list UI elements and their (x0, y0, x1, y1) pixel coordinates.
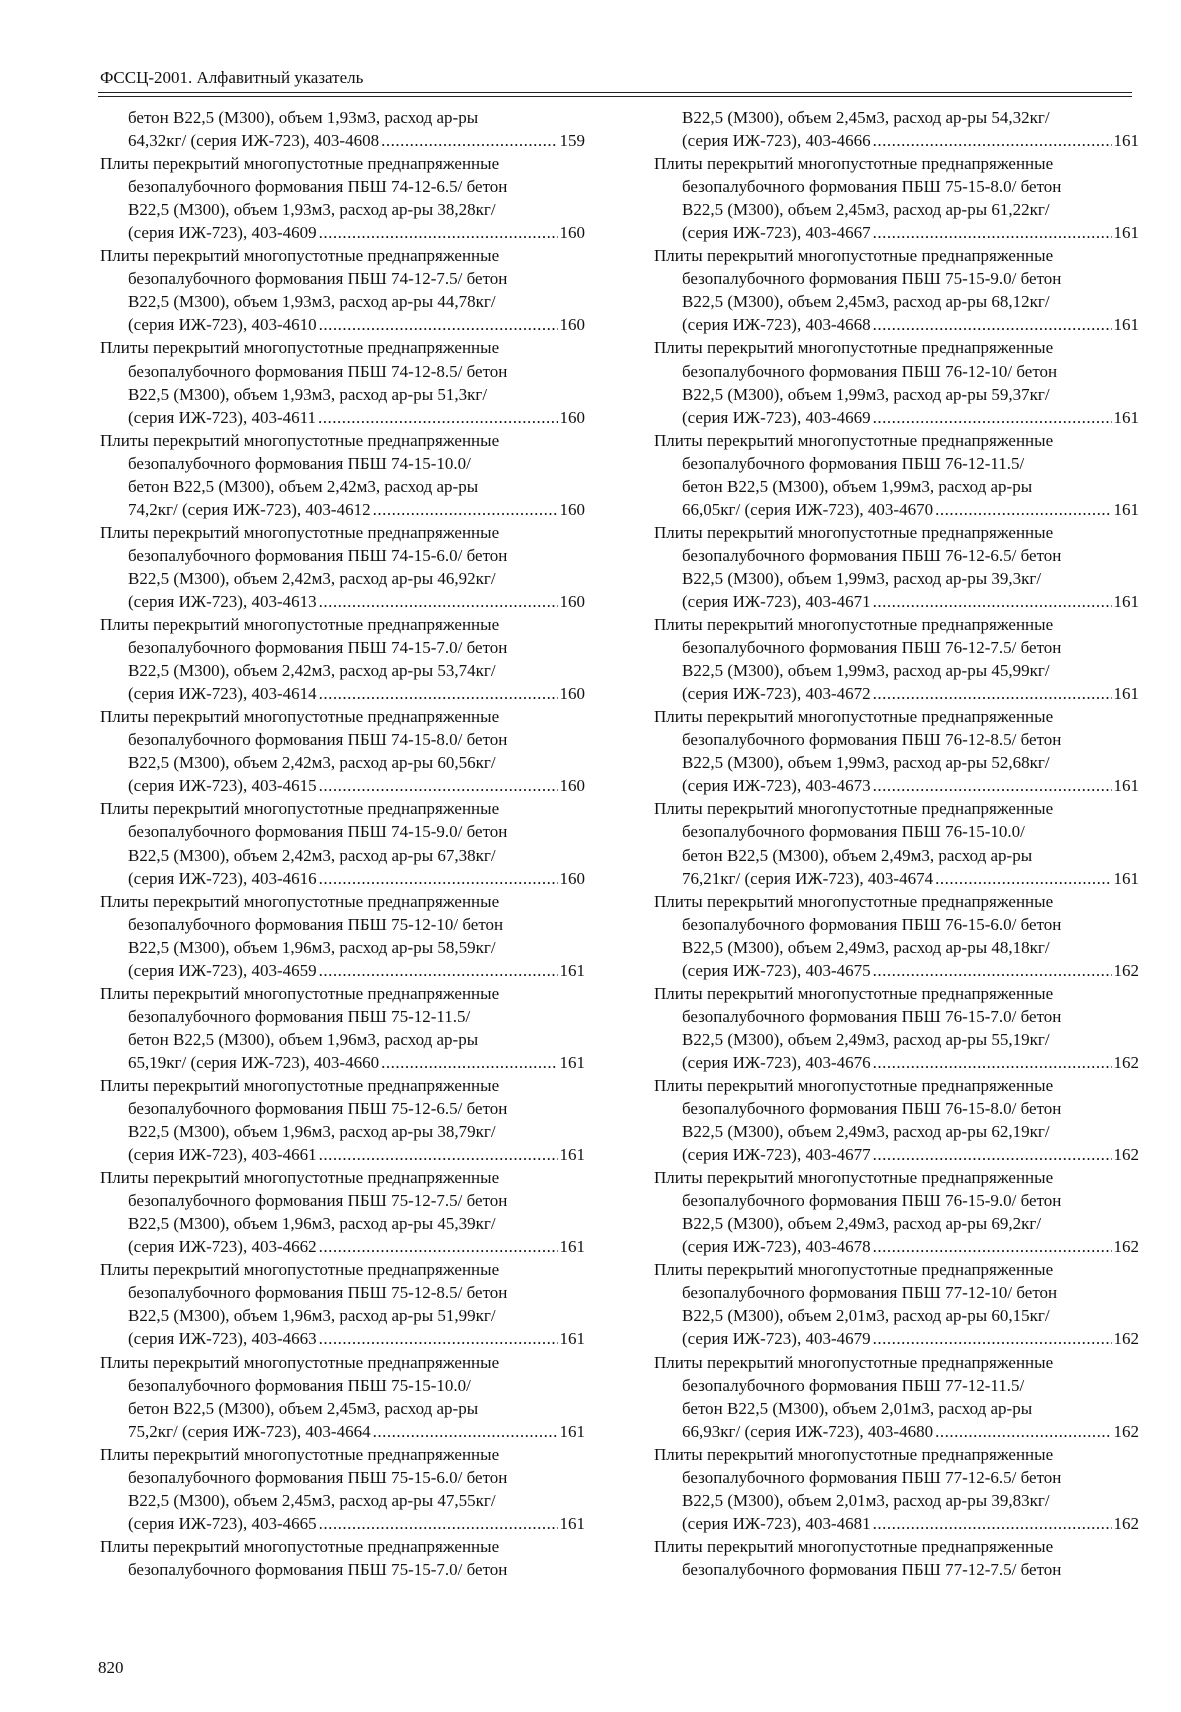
dot-leader (381, 129, 557, 152)
entry-page-number: 161 (1113, 315, 1139, 335)
entry-page-number: 161 (559, 1421, 585, 1441)
index-entry (654, 797, 1139, 889)
entry-line (100, 590, 585, 613)
entry-line: Плиты перекрытий многопустотные преднапряженные (654, 1260, 1054, 1280)
entry-page-number: 162 (1113, 1145, 1139, 1165)
entry-text: (серия ИЖ-723), 403-4679 (682, 1329, 871, 1349)
entry-line: Плиты перекрытий многопустотные преднапряженные (100, 1444, 500, 1464)
index-entry (654, 1535, 1139, 1581)
dot-leader (935, 1420, 1111, 1443)
entry-line (100, 221, 585, 244)
entry-line: безопалубочного формования ПБШ 76-15-8.0/ бетон (682, 1099, 1062, 1119)
index-entry (654, 1258, 1139, 1350)
index-entry (100, 613, 585, 705)
entry-page-number: 160 (559, 407, 585, 427)
entry-line: B22,5 (М300), объем 2,49м3, расход ар-ры 48,18кг/ (682, 937, 1050, 957)
index-entry (100, 1074, 585, 1166)
dot-leader (873, 959, 1112, 982)
entry-text: (серия ИЖ-723), 403-4678 (682, 1237, 871, 1257)
entry-line: Плиты перекрытий многопустотные преднапряженные (654, 246, 1054, 266)
entry-line: безопалубочного формования ПБШ 75-15-6.0/ бетон (128, 1467, 508, 1487)
dot-leader (873, 1143, 1112, 1166)
entry-page-number: 161 (1113, 776, 1139, 796)
entry-line: безопалубочного формования ПБШ 76-15-7.0/ бетон (682, 1006, 1062, 1026)
entry-line: B22,5 (М300), объем 2,45м3, расход ар-ры 61,22кг/ (682, 200, 1050, 220)
dot-leader (319, 313, 558, 336)
entry-line: Плиты перекрытий многопустотные преднапряженные (100, 799, 500, 819)
entry-line: Плиты перекрытий многопустотные преднапряженные (654, 1536, 1054, 1556)
entry-line (654, 774, 1139, 797)
index-entry (100, 1535, 585, 1581)
entry-line: Плиты перекрытий многопустотные преднапряженные (100, 891, 500, 911)
entry-line (654, 1235, 1139, 1258)
entry-line (654, 129, 1139, 152)
entry-line: Плиты перекрытий многопустотные преднапряженные (654, 1075, 1054, 1095)
entry-line: Плиты перекрытий многопустотные преднапряженные (100, 338, 500, 358)
entry-page-number: 161 (1113, 684, 1139, 704)
entry-line (100, 867, 585, 890)
entry-text: (серия ИЖ-723), 403-4614 (128, 684, 317, 704)
entry-line: Плиты перекрытий многопустотные преднапряженные (100, 1260, 500, 1280)
index-entry (100, 1351, 585, 1443)
entry-line (654, 406, 1139, 429)
entry-line: Плиты перекрытий многопустотные преднапряженные (100, 246, 500, 266)
dot-leader (319, 682, 558, 705)
entry-page-number: 160 (559, 499, 585, 519)
entry-line: безопалубочного формования ПБШ 75-15-10.0/ (128, 1375, 471, 1395)
entry-page-number: 160 (559, 591, 585, 611)
entry-page-number: 161 (1113, 223, 1139, 243)
entry-text: (серия ИЖ-723), 403-4672 (682, 684, 871, 704)
index-entry (100, 429, 585, 521)
entry-text: (серия ИЖ-723), 403-4675 (682, 960, 871, 980)
dot-leader (319, 1143, 558, 1166)
entry-text: (серия ИЖ-723), 403-4668 (682, 315, 871, 335)
entry-line: безопалубочного формования ПБШ 77-12-7.5/ бетон (682, 1559, 1062, 1579)
entry-page-number: 161 (559, 1237, 585, 1257)
dot-leader (935, 498, 1111, 521)
index-entry (100, 244, 585, 336)
entry-line: Плиты перекрытий многопустотные преднапряженные (654, 522, 1054, 542)
entry-line: безопалубочного формования ПБШ 74-15-8.0/ бетон (128, 730, 508, 750)
entry-line (654, 590, 1139, 613)
entry-line: B22,5 (М300), объем 1,99м3, расход ар-ры 45,99кг/ (682, 661, 1050, 681)
dot-leader (935, 867, 1111, 890)
dot-leader (873, 221, 1112, 244)
entry-line: Плиты перекрытий многопустотные преднапряженные (654, 1168, 1054, 1188)
dot-leader (873, 1051, 1112, 1074)
dot-leader (319, 959, 558, 982)
entry-page-number: 161 (1113, 131, 1139, 151)
entry-text: 66,93кг/ (серия ИЖ-723), 403-4680 (682, 1421, 934, 1441)
entry-line (100, 313, 585, 336)
dot-leader (873, 1512, 1112, 1535)
entry-line: B22,5 (М300), объем 1,99м3, расход ар-ры 59,37кг/ (682, 384, 1050, 404)
entry-line: B22,5 (М300), объем 2,45м3, расход ар-ры 47,55кг/ (128, 1490, 496, 1510)
entry-text: (серия ИЖ-723), 403-4662 (128, 1237, 317, 1257)
dot-leader (319, 221, 558, 244)
entry-line: безопалубочного формования ПБШ 74-12-6.5/ бетон (128, 177, 508, 197)
entry-page-number: 160 (559, 684, 585, 704)
dot-leader (319, 774, 558, 797)
index-entry (654, 982, 1139, 1074)
entry-line: B22,5 (М300), объем 1,96м3, расход ар-ры 51,99кг/ (128, 1306, 496, 1326)
index-entry (100, 1166, 585, 1258)
entry-text: 75,2кг/ (серия ИЖ-723), 403-4664 (128, 1421, 371, 1441)
entry-line (654, 867, 1139, 890)
entry-line: B22,5 (М300), объем 2,42м3, расход ар-ры 60,56кг/ (128, 753, 496, 773)
entry-line (654, 1143, 1139, 1166)
entry-line: безопалубочного формования ПБШ 76-12-10/ бетон (682, 361, 1058, 381)
index-entry (100, 336, 585, 428)
dot-leader (319, 590, 558, 613)
entry-line: Плиты перекрытий многопустотные преднапряженные (100, 154, 500, 174)
entry-page-number: 161 (559, 1145, 585, 1165)
entry-text: (серия ИЖ-723), 403-4676 (682, 1052, 871, 1072)
entry-line (100, 1327, 585, 1350)
entry-line: B22,5 (М300), объем 1,93м3, расход ар-ры 51,3кг/ (128, 384, 488, 404)
entry-page-number: 161 (1113, 868, 1139, 888)
entry-line (100, 774, 585, 797)
entry-line: B22,5 (М300), объем 2,42м3, расход ар-ры 67,38кг/ (128, 845, 496, 865)
entry-text: (серия ИЖ-723), 403-4665 (128, 1513, 317, 1533)
entry-line: безопалубочного формования ПБШ 76-15-9.0/ бетон (682, 1191, 1062, 1211)
entry-line: Плиты перекрытий многопустотные преднапряженные (654, 430, 1054, 450)
index-entry (100, 106, 585, 152)
entry-page-number: 161 (559, 960, 585, 980)
entry-line (100, 1143, 585, 1166)
entry-line: безопалубочного формования ПБШ 77-12-6.5/ бетон (682, 1467, 1062, 1487)
entry-line: B22,5 (М300), объем 1,96м3, расход ар-ры 38,79кг/ (128, 1122, 496, 1142)
index-entry (100, 152, 585, 244)
entry-line (654, 1512, 1139, 1535)
dot-leader (373, 498, 558, 521)
index-entry (654, 521, 1139, 613)
index-entry (654, 1351, 1139, 1443)
entry-text: (серия ИЖ-723), 403-4671 (682, 591, 871, 611)
entry-line: безопалубочного формования ПБШ 77-12-11.5/ (682, 1375, 1025, 1395)
entry-line: безопалубочного формования ПБШ 77-12-10/ бетон (682, 1283, 1058, 1303)
index-entry (654, 1166, 1139, 1258)
entry-text: (серия ИЖ-723), 403-4661 (128, 1145, 317, 1165)
entry-line: бетон B22,5 (М300), объем 2,49м3, расход ар-ры (682, 845, 1033, 865)
entry-line: Плиты перекрытий многопустотные преднапряженные (654, 1352, 1054, 1372)
entry-line: B22,5 (М300), объем 2,42м3, расход ар-ры 46,92кг/ (128, 568, 496, 588)
entry-line: безопалубочного формования ПБШ 75-15-7.0/ бетон (128, 1559, 508, 1579)
entry-line: безопалубочного формования ПБШ 74-12-8.5/ бетон (128, 361, 508, 381)
index-entry (100, 1258, 585, 1350)
entry-line: безопалубочного формования ПБШ 74-15-9.0/ бетон (128, 822, 508, 842)
index-entry (100, 1443, 585, 1535)
entry-line (100, 129, 585, 152)
index-entry (654, 890, 1139, 982)
entry-line (100, 682, 585, 705)
entry-text: 76,21кг/ (серия ИЖ-723), 403-4674 (682, 868, 934, 888)
entry-line: безопалубочного формования ПБШ 76-15-6.0/ бетон (682, 914, 1062, 934)
entry-text: (серия ИЖ-723), 403-4616 (128, 868, 317, 888)
index-entry (654, 152, 1139, 244)
index-column-right (654, 106, 1139, 1581)
entry-line: безопалубочного формования ПБШ 76-15-10.0/ (682, 822, 1025, 842)
index-entry (654, 429, 1139, 521)
dot-leader (319, 1512, 558, 1535)
entry-line: B22,5 (М300), объем 2,01м3, расход ар-ры 60,15кг/ (682, 1306, 1050, 1326)
entry-page-number: 161 (1113, 407, 1139, 427)
index-entry (100, 982, 585, 1074)
entry-text: (серия ИЖ-723), 403-4681 (682, 1513, 871, 1533)
entry-text: 65,19кг/ (серия ИЖ-723), 403-4660 (128, 1052, 380, 1072)
entry-line: B22,5 (М300), объем 2,45м3, расход ар-ры 68,12кг/ (682, 292, 1050, 312)
index-entry (654, 244, 1139, 336)
entry-line: Плиты перекрытий многопустотные преднапряженные (100, 707, 500, 727)
index-entry (100, 521, 585, 613)
entry-line: Плиты перекрытий многопустотные преднапряженные (654, 799, 1054, 819)
page-number: 820 (98, 1658, 124, 1677)
entry-line: Плиты перекрытий многопустотные преднапряженные (100, 1168, 500, 1188)
entry-line: безопалубочного формования ПБШ 75-12-8.5/ бетон (128, 1283, 508, 1303)
entry-line: Плиты перекрытий многопустотные преднапряженные (100, 1536, 500, 1556)
entry-text: (серия ИЖ-723), 403-4666 (682, 131, 871, 151)
entry-text: 74,2кг/ (серия ИЖ-723), 403-4612 (128, 499, 371, 519)
entry-page-number: 161 (1113, 591, 1139, 611)
entry-text: (серия ИЖ-723), 403-4663 (128, 1329, 317, 1349)
entry-line: безопалубочного формования ПБШ 75-12-6.5/ бетон (128, 1099, 508, 1119)
entry-line (100, 1051, 585, 1074)
entry-line (100, 959, 585, 982)
entry-page-number: 162 (1113, 1329, 1139, 1349)
entry-text: (серия ИЖ-723), 403-4609 (128, 223, 317, 243)
entry-line: безопалубочного формования ПБШ 74-15-6.0/ бетон (128, 545, 508, 565)
dot-leader (873, 129, 1112, 152)
entry-text: (серия ИЖ-723), 403-4677 (682, 1145, 871, 1165)
dot-leader (873, 682, 1112, 705)
entry-page-number: 161 (559, 1052, 585, 1072)
index-entry (654, 1443, 1139, 1535)
entry-line: безопалубочного формования ПБШ 75-15-9.0/ бетон (682, 269, 1062, 289)
entry-line: B22,5 (М300), объем 1,99м3, расход ар-ры 39,3кг/ (682, 568, 1042, 588)
entry-line: безопалубочного формования ПБШ 76-12-7.5/ бетон (682, 638, 1062, 658)
dot-leader (873, 1235, 1112, 1258)
header-rule-thin (98, 96, 1132, 97)
entry-line: Плиты перекрытий многопустотные преднапряженные (100, 430, 500, 450)
dot-leader (318, 406, 558, 429)
entry-line: Плиты перекрытий многопустотные преднапряженные (100, 1352, 500, 1372)
entry-line: Плиты перекрытий многопустотные преднапряженные (654, 1444, 1054, 1464)
entry-line (100, 406, 585, 429)
entry-line: B22,5 (М300), объем 1,93м3, расход ар-ры 44,78кг/ (128, 292, 496, 312)
entry-page-number: 162 (1113, 1513, 1139, 1533)
dot-leader (873, 406, 1112, 429)
entry-line: Плиты перекрытий многопустотные преднапряженные (654, 615, 1054, 635)
index-column-left (100, 106, 585, 1581)
entry-line: бетон B22,5 (М300), объем 1,99м3, расход ар-ры (682, 476, 1033, 496)
dot-leader (373, 1420, 558, 1443)
entry-line: Плиты перекрытий многопустотные преднапряженные (654, 983, 1054, 1003)
entry-page-number: 161 (559, 1329, 585, 1349)
entry-line: B22,5 (М300), объем 1,99м3, расход ар-ры 52,68кг/ (682, 753, 1050, 773)
dot-leader (873, 313, 1112, 336)
entry-text: (серия ИЖ-723), 403-4673 (682, 776, 871, 796)
index-entry (100, 890, 585, 982)
entry-page-number: 162 (1113, 1421, 1139, 1441)
entry-line: безопалубочного формования ПБШ 76-12-8.5/ бетон (682, 730, 1062, 750)
entry-line: B22,5 (М300), объем 2,49м3, расход ар-ры 55,19кг/ (682, 1029, 1050, 1049)
index-entry (100, 797, 585, 889)
entry-page-number: 159 (559, 131, 585, 151)
entry-line: B22,5 (М300), объем 1,93м3, расход ар-ры 38,28кг/ (128, 200, 496, 220)
entry-page-number: 160 (559, 315, 585, 335)
entry-line: безопалубочного формования ПБШ 76-12-6.5/ бетон (682, 545, 1062, 565)
running-header: ФССЦ-2001. Алфавитный указатель (100, 68, 364, 87)
entry-line (100, 1235, 585, 1258)
entry-line: Плиты перекрытий многопустотные преднапряженные (654, 154, 1054, 174)
entry-page-number: 162 (1113, 960, 1139, 980)
entry-line: B22,5 (М300), объем 2,49м3, расход ар-ры 69,2кг/ (682, 1214, 1042, 1234)
entry-line (654, 1051, 1139, 1074)
entry-line: бетон B22,5 (М300), объем 1,96м3, расход ар-ры (128, 1029, 479, 1049)
entry-line: B22,5 (М300), объем 2,45м3, расход ар-ры 54,32кг/ (682, 108, 1050, 127)
entry-line: безопалубочного формования ПБШ 76-12-11.5/ (682, 453, 1025, 473)
entry-line: Плиты перекрытий многопустотные преднапряженные (100, 983, 500, 1003)
entry-line: B22,5 (М300), объем 1,96м3, расход ар-ры 58,59кг/ (128, 937, 496, 957)
entry-line: бетон B22,5 (М300), объем 2,42м3, расход ар-ры (128, 476, 479, 496)
index-entry (654, 705, 1139, 797)
index-entry (654, 1074, 1139, 1166)
entry-line: B22,5 (М300), объем 2,01м3, расход ар-ры 39,83кг/ (682, 1490, 1050, 1510)
entry-line (654, 682, 1139, 705)
entry-line: безопалубочного формования ПБШ 75-12-7.5/ бетон (128, 1191, 508, 1211)
entry-line: Плиты перекрытий многопустотные преднапряженные (100, 1075, 500, 1095)
entry-page-number: 161 (559, 1513, 585, 1533)
dot-leader (319, 1235, 558, 1258)
entry-line: B22,5 (М300), объем 2,49м3, расход ар-ры 62,19кг/ (682, 1122, 1050, 1142)
entry-line: бетон B22,5 (М300), объем 1,93м3, расход ар-ры (128, 108, 479, 127)
entry-page-number: 162 (1113, 1052, 1139, 1072)
entry-line: Плиты перекрытий многопустотные преднапряженные (654, 707, 1054, 727)
entry-line (654, 1327, 1139, 1350)
entry-line: безопалубочного формования ПБШ 74-15-7.0/ бетон (128, 638, 508, 658)
index-entry (100, 705, 585, 797)
entry-text: (серия ИЖ-723), 403-4611 (128, 407, 316, 427)
header-rule (98, 92, 1132, 93)
entry-page-number: 161 (1113, 499, 1139, 519)
entry-line (654, 959, 1139, 982)
dot-leader (873, 774, 1112, 797)
entry-text: (серия ИЖ-723), 403-4615 (128, 776, 317, 796)
entry-line: B22,5 (М300), объем 2,42м3, расход ар-ры 53,74кг/ (128, 661, 496, 681)
entry-text: 64,32кг/ (серия ИЖ-723), 403-4608 (128, 131, 380, 151)
entry-text: (серия ИЖ-723), 403-4669 (682, 407, 871, 427)
index-entry (654, 336, 1139, 428)
entry-line: Плиты перекрытий многопустотные преднапряженные (654, 891, 1054, 911)
entry-text: (серия ИЖ-723), 403-4613 (128, 591, 317, 611)
entry-line: безопалубочного формования ПБШ 74-12-7.5/ бетон (128, 269, 508, 289)
entry-line: безопалубочного формования ПБШ 75-15-8.0/ бетон (682, 177, 1062, 197)
entry-line: бетон B22,5 (М300), объем 2,45м3, расход ар-ры (128, 1398, 479, 1418)
entry-line: безопалубочного формования ПБШ 75-12-10/ бетон (128, 914, 504, 934)
entry-line (654, 313, 1139, 336)
entry-text: 66,05кг/ (серия ИЖ-723), 403-4670 (682, 499, 934, 519)
entry-line: Плиты перекрытий многопустотные преднапряженные (100, 615, 500, 635)
dot-leader (319, 867, 558, 890)
entry-line (100, 1512, 585, 1535)
entry-page-number: 162 (1113, 1237, 1139, 1257)
entry-page-number: 160 (559, 776, 585, 796)
entry-line (100, 498, 585, 521)
entry-line: безопалубочного формования ПБШ 74-15-10.0/ (128, 453, 471, 473)
index-entry (654, 106, 1139, 152)
dot-leader (873, 1327, 1112, 1350)
entry-text: (серия ИЖ-723), 403-4659 (128, 960, 317, 980)
entry-page-number: 160 (559, 868, 585, 888)
entry-line (100, 1420, 585, 1443)
dot-leader (319, 1327, 558, 1350)
entry-line: Плиты перекрытий многопустотные преднапряженные (100, 522, 500, 542)
dot-leader (873, 590, 1112, 613)
entry-line: B22,5 (М300), объем 1,96м3, расход ар-ры 45,39кг/ (128, 1214, 496, 1234)
entry-line: безопалубочного формования ПБШ 75-12-11.5/ (128, 1006, 471, 1026)
entry-line (654, 1420, 1139, 1443)
entry-page-number: 160 (559, 223, 585, 243)
entry-text: (серия ИЖ-723), 403-4667 (682, 223, 871, 243)
entry-line: Плиты перекрытий многопустотные преднапряженные (654, 338, 1054, 358)
entry-line: бетон B22,5 (М300), объем 2,01м3, расход ар-ры (682, 1398, 1033, 1418)
entry-text: (серия ИЖ-723), 403-4610 (128, 315, 317, 335)
index-entry (654, 613, 1139, 705)
entry-line (654, 221, 1139, 244)
entry-line (654, 498, 1139, 521)
dot-leader (381, 1051, 557, 1074)
